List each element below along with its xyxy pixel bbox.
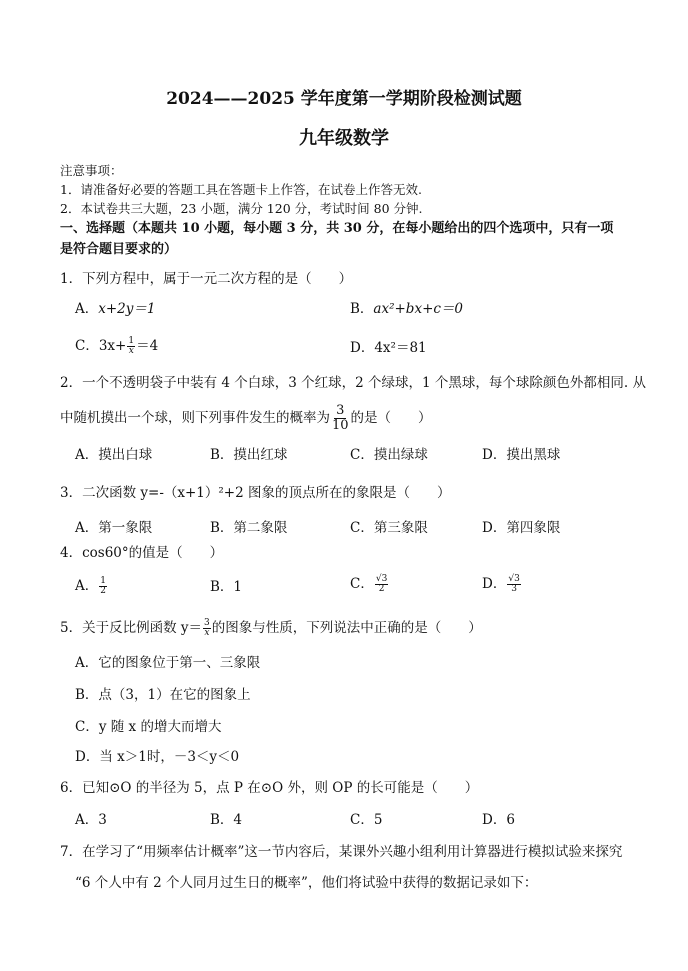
q1-option-a <box>75 300 155 318</box>
q4-option-c <box>350 575 389 594</box>
q1-option-a-label: A． <box>75 301 99 317</box>
q4-option-c-numerator: √3 <box>375 574 388 584</box>
q1-option-d-text: 4x²＝81 <box>374 340 427 356</box>
q2-stem-pre: 中随机摸出一个球，则下列事件发生的概率为 <box>60 410 330 426</box>
q1-option-c-label: C． <box>75 338 99 354</box>
q2-option-a: A．摸出白球 <box>75 447 153 463</box>
q1-option-a-text: x+2y＝1 <box>98 301 156 317</box>
q4-option-b: B．1 <box>210 579 243 595</box>
q2-fraction-numerator: 3 <box>336 403 345 418</box>
q4-option-d <box>482 575 522 594</box>
q7-stem-line1: 7．在学习了“用频率估计概率”这一节内容后，某课外兴趣小组利用计算器进行模拟试验来探究 <box>60 844 623 860</box>
q1-option-c <box>75 337 158 356</box>
q1-option-c-numerator: 1 <box>128 336 135 346</box>
q6-stem: 6．已知⊙O 的半径为 5，点 P 在⊙O 外，则 OP 的长可能是（ ） <box>60 780 479 796</box>
q1-option-b-text: ax²+bx+c＝0 <box>373 301 464 317</box>
q1-option-c-denominator: x <box>128 346 134 356</box>
q2-fraction <box>332 404 349 433</box>
q4-option-d-label: D． <box>482 576 507 592</box>
q7-stem-line2: “6 个人中有 2 个人同月过生日的概率”，他们将试验中获得的数据记录如下： <box>75 875 538 891</box>
q5-fraction-denominator: x <box>204 628 210 638</box>
q2-option-c: C．摸出绿球 <box>350 447 428 463</box>
q1-stem: 1．下列方程中，属于一元二次方程的是（ ） <box>60 271 353 287</box>
q5-fraction <box>203 619 211 638</box>
q1-option-c-pre: 3x+ <box>98 338 127 354</box>
exam-title: 2024——2025 学年度第一学期阶段检测试题 <box>166 89 522 109</box>
exam-subtitle: 九年级数学 <box>299 128 389 149</box>
q5-option-b: B．点（3，1）在它的图象上 <box>75 687 251 703</box>
q4-option-a-numerator: 1 <box>100 576 106 586</box>
q4-option-a-fraction <box>99 577 107 596</box>
q2-stem-line1: 2．一个不透明袋子中装有 4 个白球，3 个红球，2 个绿球，1 个黑球，每个球除颜色外都相同. 从 <box>60 375 646 391</box>
q4-option-d-denominator: 3 <box>511 584 517 594</box>
q5-option-a: A．它的图象位于第一、三象限 <box>75 655 261 671</box>
q5-option-d: D．当 x＞1时，－3＜y＜0 <box>75 749 240 765</box>
q6-option-c: C．5 <box>350 812 383 828</box>
q3-option-c: C．第三象限 <box>350 520 428 536</box>
q1-option-c-post: ＝4 <box>136 338 159 354</box>
q1-option-d <box>350 339 427 357</box>
q4-option-c-label: C． <box>350 576 374 592</box>
q3-stem: 3．二次函数 y=-（x+1）²+2 图象的顶点所在的象限是（ ） <box>60 485 451 501</box>
section1-heading-cont: 是符合题目要求的） <box>60 242 178 257</box>
q4-option-a-label: A． <box>75 578 99 594</box>
q4-stem: 4．cos60°的值是（ ） <box>60 545 224 561</box>
q1-option-d-label: D． <box>350 340 375 356</box>
q3-option-d: D．第四象限 <box>482 520 561 536</box>
q2-option-d: D．摸出黑球 <box>482 447 561 463</box>
q2-stem-line2 <box>60 404 432 433</box>
q4-option-a <box>75 577 108 596</box>
q2-stem-post: 的是（ ） <box>350 410 432 426</box>
q4-option-a-denominator: 2 <box>100 586 106 596</box>
q4-option-d-fraction <box>507 575 520 594</box>
note-item-2: 2．本试卷共三大题，23 小题，满分 120 分，考试时间 80 分钟. <box>60 201 423 216</box>
notes-heading: 注意事项： <box>60 163 123 178</box>
q2-option-b: B．摸出红球 <box>210 447 288 463</box>
q6-option-a: A．3 <box>75 812 107 828</box>
q4-option-c-denominator: 2 <box>378 584 385 594</box>
q2-fraction-denominator: 10 <box>332 418 349 433</box>
q5-stem <box>60 619 482 638</box>
q5-stem-post: 的图象与性质，下列说法中正确的是（ ） <box>211 620 482 636</box>
q1-option-b-label: B． <box>350 301 374 317</box>
q4-option-d-numerator: √3 <box>508 574 520 584</box>
note-item-1: 1．请准备好必要的答题工具在答题卡上作答，在试卷上作答无效. <box>60 182 422 197</box>
q5-option-c: C．y 随 x 的增大而增大 <box>75 719 222 735</box>
q3-option-b: B．第二象限 <box>210 520 288 536</box>
q6-option-d: D．6 <box>482 812 515 828</box>
section1-heading: 一、选择题（本题共 10 小题，每小题 3 分，共 30 分，在每小题给出的四个选项中，只有一项 <box>60 221 614 236</box>
q6-option-b: B．4 <box>210 812 243 828</box>
q1-option-c-fraction <box>127 337 135 356</box>
q5-fraction-numerator: 3 <box>204 618 210 628</box>
q4-option-c-fraction <box>375 575 388 594</box>
q5-stem-pre: 5．关于反比例函数 y＝ <box>60 620 203 636</box>
q3-option-a: A．第一象限 <box>75 520 153 536</box>
q1-option-b <box>350 300 463 318</box>
